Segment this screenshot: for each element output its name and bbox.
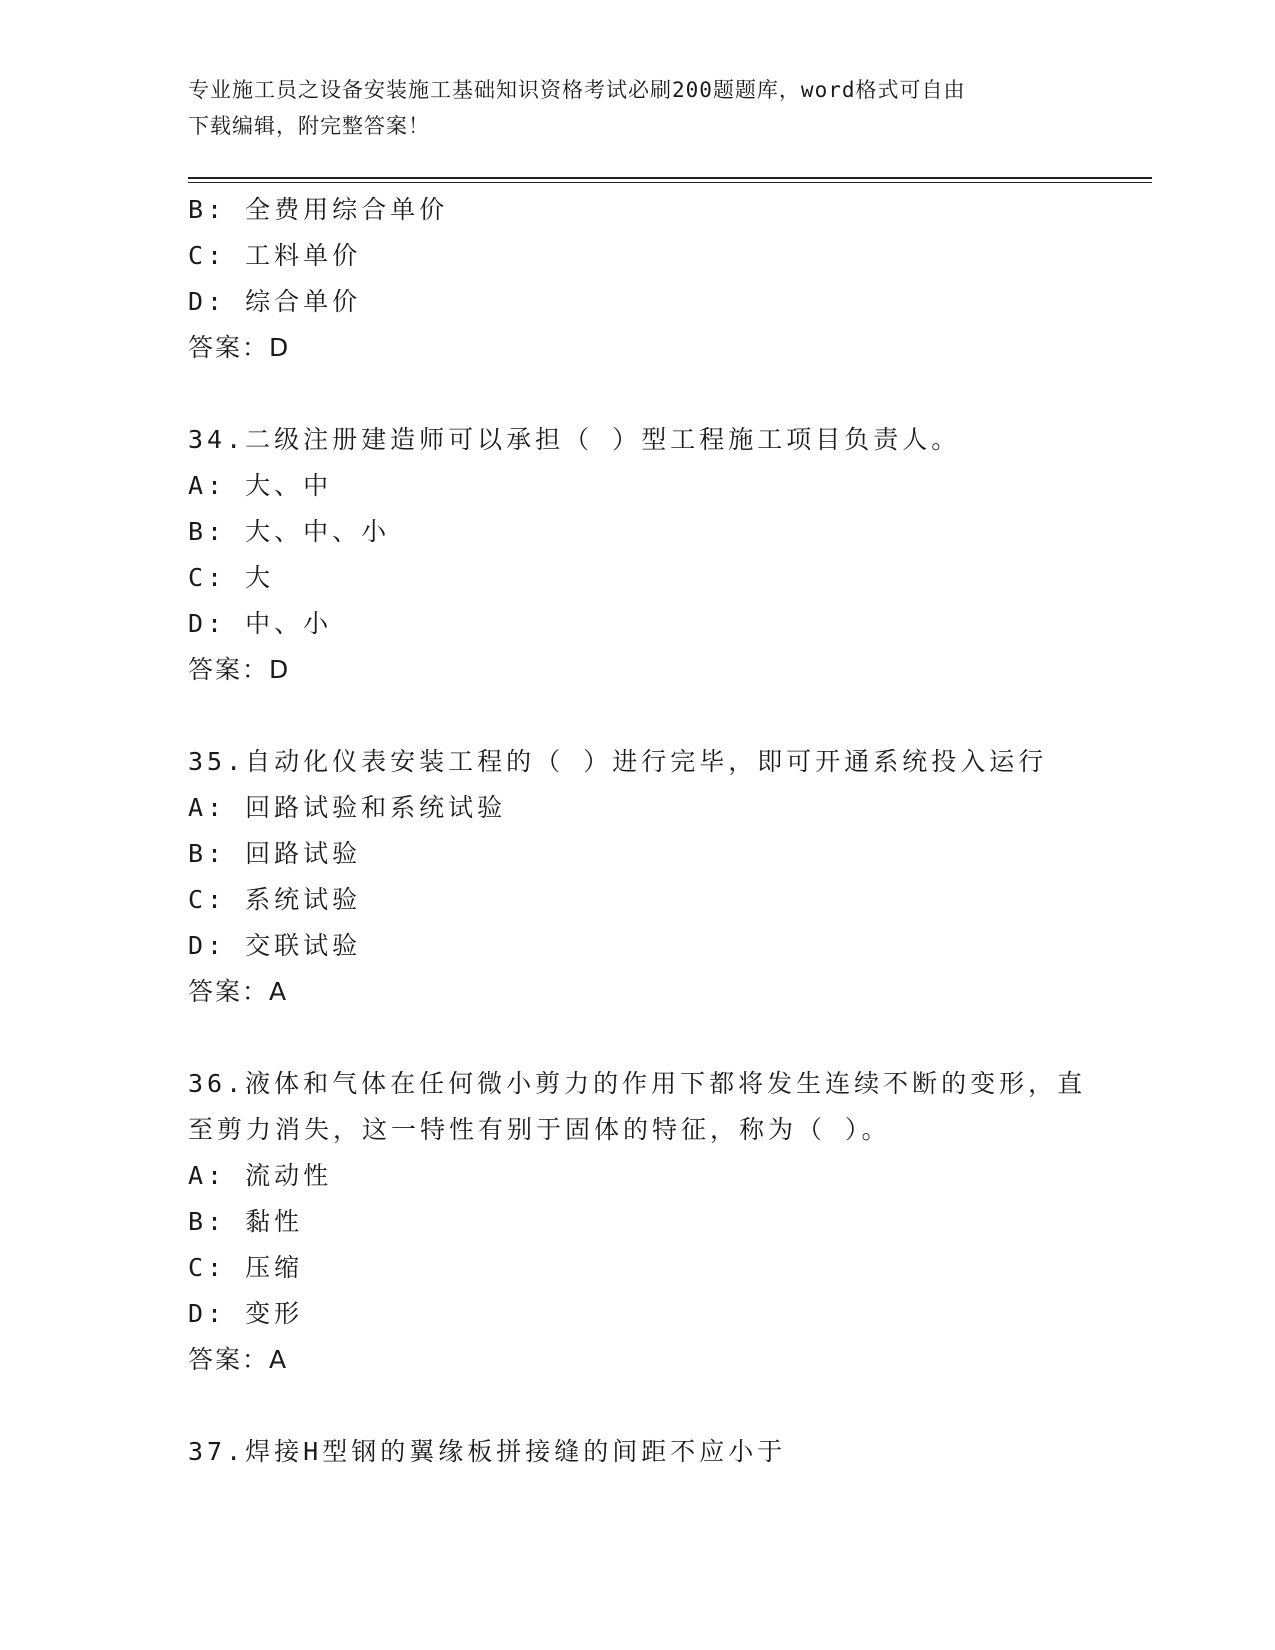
spacer	[188, 371, 1098, 417]
option-a: A: 回路试验和系统试验	[188, 793, 507, 822]
header-divider-thin	[188, 182, 1152, 183]
option-d: D: 交联试验	[188, 931, 362, 960]
option-d: D: 变形	[188, 1299, 304, 1328]
header-line-2: 下载编辑，附完整答案！	[188, 114, 430, 138]
spacer	[188, 693, 1098, 739]
option-b: B: 回路试验	[188, 839, 362, 868]
header-divider-thick	[188, 177, 1152, 179]
document-header	[188, 72, 1088, 144]
option-c: C: 大	[188, 563, 275, 592]
option-b: B: 大、中、小	[188, 517, 391, 546]
header-line-1: 专业施工员之设备安装施工基础知识资格考试必刷200题题库，word格式可自由	[188, 78, 966, 102]
question-text: 37.焊接H型钢的翼缘板拼接缝的间距不应小于	[188, 1437, 787, 1466]
option-c: C: 系统试验	[188, 885, 362, 914]
question-block-prev	[188, 187, 1098, 371]
question-block-34	[188, 417, 1098, 693]
question-text-line-2: 至剪力消失，这一特性有别于固体的特征，称为（ ）。	[188, 1115, 891, 1144]
answer-line: 答案：D	[188, 655, 291, 684]
document-body	[188, 187, 1098, 1475]
option-d: D: 综合单价	[188, 287, 362, 316]
option-a: A: 流动性	[188, 1161, 333, 1190]
option-c: C: 工料单价	[188, 241, 362, 270]
answer-line: 答案：A	[188, 1345, 289, 1374]
option-a: A: 大、中	[188, 471, 333, 500]
option-c: C: 压缩	[188, 1253, 304, 1282]
answer-line: 答案：D	[188, 333, 291, 362]
answer-line: 答案：A	[188, 977, 289, 1006]
option-d: D: 中、小	[188, 609, 333, 638]
question-text: 34.二级注册建造师可以承担（ ）型工程施工项目负责人。	[188, 425, 961, 454]
question-text: 35.自动化仪表安装工程的（ ）进行完毕，即可开通系统投入运行	[188, 747, 1048, 776]
spacer	[188, 1015, 1098, 1061]
question-block-35	[188, 739, 1098, 1015]
question-block-37	[188, 1429, 1098, 1475]
question-text-line-1: 36.液体和气体在任何微小剪力的作用下都将发生连续不断的变形，直	[188, 1069, 1087, 1098]
option-b: B: 黏性	[188, 1207, 304, 1236]
spacer	[188, 1383, 1098, 1429]
question-block-36	[188, 1061, 1098, 1383]
option-b: B: 全费用综合单价	[188, 195, 449, 224]
